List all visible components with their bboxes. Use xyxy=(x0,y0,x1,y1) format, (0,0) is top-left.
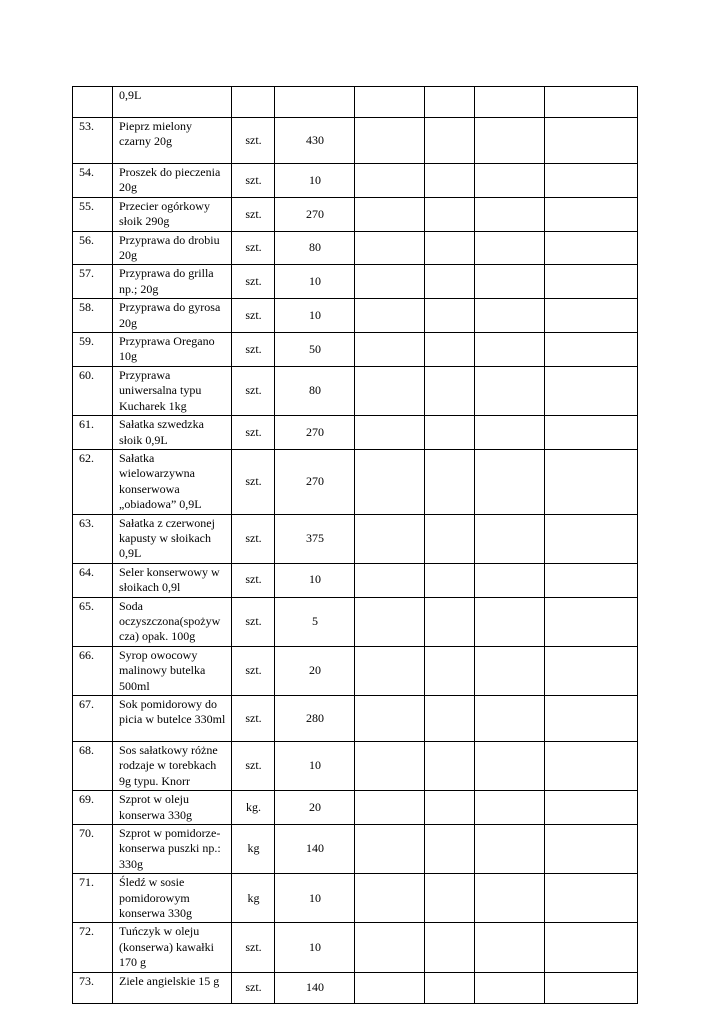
empty-cell xyxy=(545,972,638,1003)
empty-cell xyxy=(545,923,638,972)
unit-cell: szt. xyxy=(232,366,275,415)
empty-cell xyxy=(355,563,425,597)
product-name-cell: Śledź w sosie pomidorowym konserwa 330g xyxy=(113,874,232,923)
empty-cell xyxy=(355,791,425,825)
table-row xyxy=(73,972,638,1003)
product-name-cell: Przyprawa uniwersalna typu Kucharek 1kg xyxy=(113,366,232,415)
empty-cell xyxy=(425,597,475,646)
empty-cell xyxy=(425,333,475,367)
product-name-cell: Przyprawa do drobiu 20g xyxy=(113,231,232,265)
unit-cell: szt. xyxy=(232,265,275,299)
empty-cell xyxy=(425,416,475,450)
items-table-body xyxy=(73,87,638,1004)
table-row xyxy=(73,366,638,415)
empty-cell xyxy=(355,416,425,450)
empty-cell xyxy=(425,696,475,742)
empty-cell xyxy=(545,299,638,333)
empty-cell xyxy=(475,449,545,514)
quantity-cell: 10 xyxy=(275,874,355,923)
empty-cell xyxy=(545,646,638,695)
empty-cell xyxy=(475,265,545,299)
empty-cell xyxy=(425,791,475,825)
empty-cell xyxy=(475,164,545,198)
table-row xyxy=(73,416,638,450)
empty-cell xyxy=(355,164,425,198)
empty-cell xyxy=(545,563,638,597)
empty-cell xyxy=(545,449,638,514)
product-name-cell: Seler konserwowy w słoikach 0,9l xyxy=(113,563,232,597)
empty-cell xyxy=(475,366,545,415)
row-number-cell: 53. xyxy=(73,118,113,164)
product-name-cell: Pieprz mielony czarny 20g xyxy=(113,118,232,164)
empty-cell xyxy=(475,333,545,367)
row-number-cell: 73. xyxy=(73,972,113,1003)
unit-cell: kg xyxy=(232,825,275,874)
empty-cell xyxy=(425,231,475,265)
empty-cell xyxy=(545,416,638,450)
empty-cell xyxy=(425,972,475,1003)
items-table xyxy=(72,86,638,1004)
empty-cell xyxy=(475,696,545,742)
empty-cell xyxy=(545,87,638,118)
empty-cell xyxy=(545,118,638,164)
unit-cell: szt. xyxy=(232,299,275,333)
quantity-cell: 10 xyxy=(275,563,355,597)
table-row xyxy=(73,696,638,742)
row-number-cell: 68. xyxy=(73,742,113,791)
empty-cell xyxy=(545,742,638,791)
row-number-cell: 65. xyxy=(73,597,113,646)
empty-cell xyxy=(475,299,545,333)
empty-cell xyxy=(475,416,545,450)
product-name-cell: Szprot w pomidorze- konserwa puszki np.: 330g xyxy=(113,825,232,874)
empty-cell xyxy=(425,265,475,299)
empty-cell xyxy=(425,646,475,695)
table-row xyxy=(73,164,638,198)
empty-cell xyxy=(545,197,638,231)
quantity-cell: 140 xyxy=(275,825,355,874)
quantity-cell: 270 xyxy=(275,416,355,450)
product-name-cell: Sos sałatkowy różne rodzaje w torebkach 9g typu. Knorr xyxy=(113,742,232,791)
empty-cell xyxy=(425,874,475,923)
empty-cell xyxy=(355,231,425,265)
empty-cell xyxy=(545,366,638,415)
unit-cell: szt. xyxy=(232,696,275,742)
empty-cell xyxy=(475,514,545,563)
empty-cell xyxy=(545,696,638,742)
quantity-cell: 5 xyxy=(275,597,355,646)
unit-cell: szt. xyxy=(232,563,275,597)
table-row xyxy=(73,333,638,367)
empty-cell xyxy=(355,923,425,972)
empty-cell xyxy=(425,164,475,198)
empty-cell xyxy=(355,742,425,791)
quantity-cell xyxy=(275,87,355,118)
product-name-cell: Sałatka z czerwonej kapusty w słoikach 0,9L xyxy=(113,514,232,563)
empty-cell xyxy=(475,118,545,164)
empty-cell xyxy=(475,646,545,695)
table-row xyxy=(73,265,638,299)
product-name-cell: Proszek do pieczenia 20g xyxy=(113,164,232,198)
empty-cell xyxy=(475,972,545,1003)
table-row xyxy=(73,874,638,923)
unit-cell: szt. xyxy=(232,597,275,646)
empty-cell xyxy=(425,825,475,874)
unit-cell: szt. xyxy=(232,333,275,367)
quantity-cell: 20 xyxy=(275,791,355,825)
empty-cell xyxy=(355,972,425,1003)
table-row xyxy=(73,597,638,646)
product-name-cell: Przyprawa do gyrosa 20g xyxy=(113,299,232,333)
product-name-cell: Syrop owocowy malinowy butelka 500ml xyxy=(113,646,232,695)
empty-cell xyxy=(475,197,545,231)
empty-cell xyxy=(545,231,638,265)
empty-cell xyxy=(545,164,638,198)
quantity-cell: 10 xyxy=(275,742,355,791)
row-number-cell xyxy=(73,87,113,118)
empty-cell xyxy=(475,923,545,972)
row-number-cell: 59. xyxy=(73,333,113,367)
table-row xyxy=(73,514,638,563)
row-number-cell: 62. xyxy=(73,449,113,514)
quantity-cell: 270 xyxy=(275,449,355,514)
empty-cell xyxy=(355,449,425,514)
empty-cell xyxy=(355,366,425,415)
empty-cell xyxy=(545,514,638,563)
product-name-cell: Soda oczyszczona(spożyw cza) opak. 100g xyxy=(113,597,232,646)
product-name-cell: Tuńczyk w oleju (konserwa) kawałki 170 g xyxy=(113,923,232,972)
empty-cell xyxy=(425,366,475,415)
empty-cell xyxy=(355,874,425,923)
unit-cell: szt. xyxy=(232,923,275,972)
quantity-cell: 80 xyxy=(275,231,355,265)
empty-cell xyxy=(545,791,638,825)
empty-cell xyxy=(475,563,545,597)
product-name-cell: Sałatka szwedzka słoik 0,9L xyxy=(113,416,232,450)
empty-cell xyxy=(545,265,638,299)
product-name-cell: Przecier ogórkowy słoik 290g xyxy=(113,197,232,231)
quantity-cell: 430 xyxy=(275,118,355,164)
table-row xyxy=(73,825,638,874)
table-row xyxy=(73,563,638,597)
empty-cell xyxy=(475,597,545,646)
table-row xyxy=(73,231,638,265)
product-name-cell: Sałatka wielowarzywna konserwowa „obiadowa” 0,9L xyxy=(113,449,232,514)
empty-cell xyxy=(355,87,425,118)
table-row xyxy=(73,742,638,791)
product-name-cell: Przyprawa Oregano 10g xyxy=(113,333,232,367)
empty-cell xyxy=(475,825,545,874)
empty-cell xyxy=(425,563,475,597)
table-row xyxy=(73,449,638,514)
unit-cell: szt. xyxy=(232,197,275,231)
empty-cell xyxy=(545,825,638,874)
empty-cell xyxy=(425,197,475,231)
row-number-cell: 64. xyxy=(73,563,113,597)
row-number-cell: 66. xyxy=(73,646,113,695)
empty-cell xyxy=(425,923,475,972)
quantity-cell: 80 xyxy=(275,366,355,415)
row-number-cell: 67. xyxy=(73,696,113,742)
empty-cell xyxy=(425,449,475,514)
row-number-cell: 57. xyxy=(73,265,113,299)
empty-cell xyxy=(425,87,475,118)
quantity-cell: 270 xyxy=(275,197,355,231)
table-row xyxy=(73,299,638,333)
unit-cell: szt. xyxy=(232,449,275,514)
table-row xyxy=(73,791,638,825)
product-name-cell: 0,9L xyxy=(113,87,232,118)
quantity-cell: 140 xyxy=(275,972,355,1003)
quantity-cell: 375 xyxy=(275,514,355,563)
row-number-cell: 61. xyxy=(73,416,113,450)
table-row xyxy=(73,87,638,118)
unit-cell: szt. xyxy=(232,972,275,1003)
product-name-cell: Sok pomidorowy do picia w butelce 330ml xyxy=(113,696,232,742)
row-number-cell: 54. xyxy=(73,164,113,198)
product-name-cell: Szprot w oleju konserwa 330g xyxy=(113,791,232,825)
quantity-cell: 10 xyxy=(275,164,355,198)
row-number-cell: 58. xyxy=(73,299,113,333)
unit-cell: szt. xyxy=(232,164,275,198)
unit-cell: szt. xyxy=(232,514,275,563)
empty-cell xyxy=(475,791,545,825)
row-number-cell: 60. xyxy=(73,366,113,415)
empty-cell xyxy=(355,265,425,299)
table-row xyxy=(73,646,638,695)
unit-cell: szt. xyxy=(232,118,275,164)
unit-cell: kg. xyxy=(232,791,275,825)
empty-cell xyxy=(355,696,425,742)
empty-cell xyxy=(545,874,638,923)
row-number-cell: 56. xyxy=(73,231,113,265)
table-row xyxy=(73,118,638,164)
empty-cell xyxy=(355,825,425,874)
table-row xyxy=(73,923,638,972)
empty-cell xyxy=(545,597,638,646)
product-name-cell: Przyprawa do grilla np.; 20g xyxy=(113,265,232,299)
unit-cell: szt. xyxy=(232,416,275,450)
empty-cell xyxy=(545,333,638,367)
table-row xyxy=(73,197,638,231)
empty-cell xyxy=(425,299,475,333)
empty-cell xyxy=(475,231,545,265)
unit-cell: szt. xyxy=(232,742,275,791)
empty-cell xyxy=(475,742,545,791)
empty-cell xyxy=(425,514,475,563)
row-number-cell: 70. xyxy=(73,825,113,874)
empty-cell xyxy=(425,742,475,791)
row-number-cell: 55. xyxy=(73,197,113,231)
quantity-cell: 10 xyxy=(275,299,355,333)
quantity-cell: 10 xyxy=(275,923,355,972)
empty-cell xyxy=(355,597,425,646)
row-number-cell: 63. xyxy=(73,514,113,563)
unit-cell: kg xyxy=(232,874,275,923)
empty-cell xyxy=(355,514,425,563)
quantity-cell: 10 xyxy=(275,265,355,299)
unit-cell: szt. xyxy=(232,231,275,265)
empty-cell xyxy=(355,646,425,695)
quantity-cell: 280 xyxy=(275,696,355,742)
empty-cell xyxy=(355,333,425,367)
empty-cell xyxy=(355,299,425,333)
empty-cell xyxy=(425,118,475,164)
empty-cell xyxy=(355,197,425,231)
unit-cell: szt. xyxy=(232,646,275,695)
empty-cell xyxy=(355,118,425,164)
quantity-cell: 20 xyxy=(275,646,355,695)
product-name-cell: Ziele angielskie 15 g xyxy=(113,972,232,1003)
row-number-cell: 69. xyxy=(73,791,113,825)
unit-cell xyxy=(232,87,275,118)
quantity-cell: 50 xyxy=(275,333,355,367)
empty-cell xyxy=(475,87,545,118)
row-number-cell: 71. xyxy=(73,874,113,923)
row-number-cell: 72. xyxy=(73,923,113,972)
empty-cell xyxy=(475,874,545,923)
